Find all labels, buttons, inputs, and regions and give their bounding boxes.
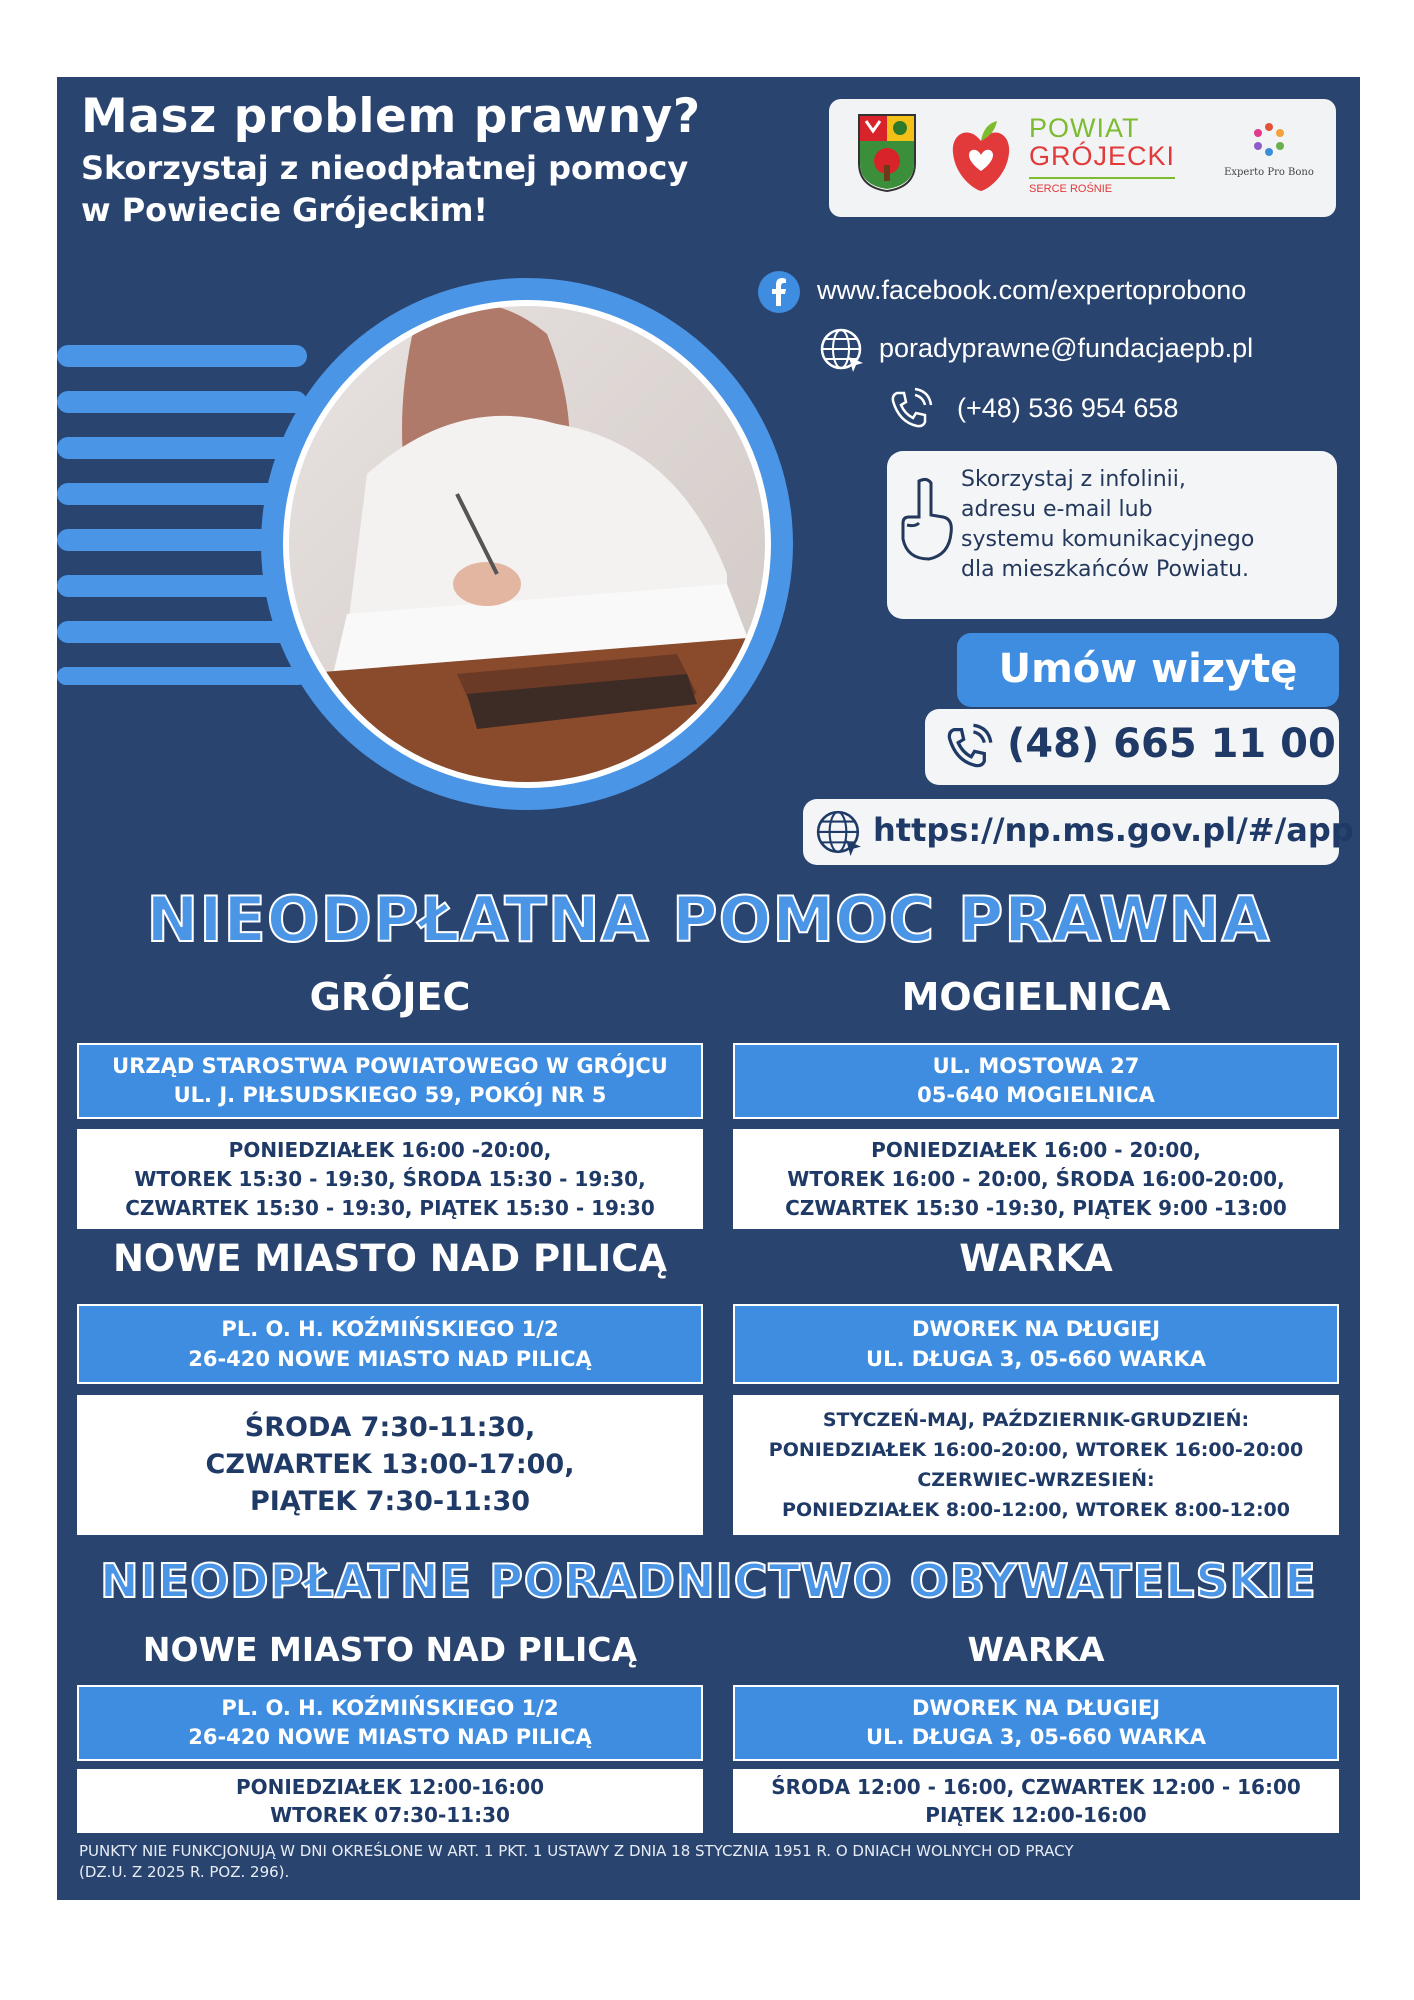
grojec-address-line-2: UL. J. PIŁSUDSKIEGO 59, POKÓJ NR 5 <box>173 1083 607 1107</box>
civic-nowe-miasto-hours <box>77 1769 703 1833</box>
civic-title: NIEODPŁATNE PORADNICTWO OBYWATELSKIE <box>100 1554 1317 1608</box>
warka-heading: WARKA <box>959 1237 1113 1280</box>
headline-subtitle-2: w Powiecie Grójeckim! <box>81 191 489 229</box>
footer-line-2: (DZ.U. Z 2025 R. POZ. 296). <box>79 1863 290 1881</box>
powiat-logo-text <box>1029 115 1175 197</box>
nowe-miasto-hours-line-1: ŚRODA 7:30-11:30, <box>244 1412 536 1443</box>
facebook-link[interactable]: www.facebook.com/expertoprobono <box>817 275 1247 305</box>
warka-hours <box>733 1395 1339 1535</box>
logos-panel <box>829 99 1336 217</box>
civic-warka-address-line-1: DWOREK NA DŁUGIEJ <box>911 1696 1161 1720</box>
apple-heart-icon <box>949 117 1013 193</box>
nowe-miasto-address-line-2: 26-420 NOWE MIASTO NAD PILICĄ <box>188 1347 592 1371</box>
warka-address-line-1: DWOREK NA DŁUGIEJ <box>911 1317 1161 1341</box>
civic-nowe-miasto-address-line-2: 26-420 NOWE MIASTO NAD PILICĄ <box>188 1725 592 1749</box>
phone-number[interactable]: (+48) 536 954 658 <box>957 393 1179 423</box>
civic-nowe-miasto-address-line-1: PL. O. H. KOŹMIŃSKIEGO 1/2 <box>221 1696 559 1720</box>
grojec-address <box>77 1043 703 1119</box>
infoline-line-4: dla mieszkańców Powiatu. <box>961 557 1250 582</box>
legal-aid-title: NIEODPŁATNA POMOC PRAWNA <box>146 883 1271 956</box>
mogielnica-address-line-2: 05-640 MOGIELNICA <box>917 1083 1155 1107</box>
infoline-line-2: adresu e-mail lub <box>961 497 1153 522</box>
nowe-miasto-address-line-1: PL. O. H. KOŹMIŃSKIEGO 1/2 <box>221 1317 559 1341</box>
civic-warka-address-line-2: UL. DŁUGA 3, 05-660 WARKA <box>866 1725 1206 1749</box>
phone-icon <box>887 387 933 431</box>
mogielnica-hours <box>733 1129 1339 1229</box>
experto-logo <box>1214 119 1324 178</box>
headline <box>81 87 701 231</box>
appointment-url: https://np.ms.gov.pl/#/app <box>873 811 1354 849</box>
mogielnica-address <box>733 1043 1339 1119</box>
grojec-address-line-1: URZĄD STAROSTWA POWIATOWEGO W GRÓJCU <box>112 1054 668 1078</box>
infoline-text <box>961 465 1254 585</box>
warka-address <box>733 1304 1339 1384</box>
poster <box>57 77 1360 1900</box>
grojec-hours-line-3: CZWARTEK 15:30 - 19:30, PIĄTEK 15:30 - 19:30 <box>125 1196 655 1220</box>
mogielnica-address-line-1: UL. MOSTOWA 27 <box>932 1054 1140 1078</box>
nowe-miasto-hours <box>77 1395 703 1535</box>
county-crest-icon <box>857 113 917 193</box>
nowe-miasto-hours-line-2: CZWARTEK 13:00-17:00, <box>205 1449 575 1480</box>
book-visit-label: Umów wizytę <box>957 633 1339 707</box>
footer-line-1: PUNKTY NIE FUNKCJONUJĄ W DNI OKREŚLONE W ART. 1 PKT. 1 USTAWY Z DNIA 18 STYCZNIA 1951 R. O DNIACH WOLNYCH OD PRACY <box>79 1842 1074 1860</box>
infoline-box <box>887 451 1337 619</box>
warka-hours-line-1: STYCZEŃ-MAJ, PAŹDZIERNIK-GRUDZIEŃ: <box>822 1409 1250 1431</box>
experto-star-icon <box>1249 119 1289 159</box>
powiat-slogan: SERCE ROŚNIE <box>1029 177 1175 197</box>
globe-icon <box>815 809 863 857</box>
grojec-hours-line-2: WTOREK 15:30 - 19:30, ŚRODA 15:30 - 19:30, <box>134 1167 646 1191</box>
mogielnica-hours-line-2: WTOREK 16:00 - 20:00, ŚRODA 16:00-20:00, <box>787 1167 1285 1191</box>
hand-pointing-icon <box>897 475 957 565</box>
civic-warka-hours-line-2: PIĄTEK 12:00-16:00 <box>925 1803 1147 1827</box>
headline-title: Masz problem prawny? <box>81 89 701 144</box>
civic-nowe-miasto-heading: NOWE MIASTO NAD PILICĄ <box>142 1630 638 1669</box>
experto-name: Experto Pro Bono <box>1224 167 1314 178</box>
nowe-miasto-hours-line-3: PIĄTEK 7:30-11:30 <box>249 1486 531 1517</box>
civic-warka-hours-line-1: ŚRODA 12:00 - 16:00, CZWARTEK 12:00 - 16:00 <box>771 1775 1301 1799</box>
warka-hours-line-3: CZERWIEC-WRZESIEŃ: <box>917 1469 1155 1491</box>
civic-warka-address <box>733 1685 1339 1761</box>
civic-nowe-miasto-address <box>77 1685 703 1761</box>
civic-nowe-miasto-hours-line-2: WTOREK 07:30-11:30 <box>270 1803 510 1827</box>
email-link[interactable]: poradyprawne@fundacjaepb.pl <box>879 333 1254 363</box>
appointment-url-box[interactable] <box>803 799 1354 865</box>
civic-nowe-miasto-hours-line-1: PONIEDZIAŁEK 12:00-16:00 <box>235 1775 545 1799</box>
grojec-heading: GRÓJEC <box>309 975 471 1019</box>
mogielnica-hours-line-3: CZWARTEK 15:30 -19:30, PIĄTEK 9:00 -13:00 <box>785 1196 1287 1220</box>
infoline-line-3: systemu komunikacyjnego <box>961 527 1255 552</box>
footer-note <box>79 1841 1074 1883</box>
powiat-top: POWIAT <box>1029 113 1140 143</box>
appointment-phone-box[interactable] <box>925 709 1339 785</box>
mogielnica-hours-line-1: PONIEDZIAŁEK 16:00 - 20:00, <box>871 1138 1201 1162</box>
globe-icon <box>819 327 865 373</box>
warka-hours-line-2: PONIEDZIAŁEK 16:00-20:00, WTOREK 16:00-20:00 <box>768 1439 1304 1461</box>
grojec-hours <box>77 1129 703 1229</box>
lawyer-photo <box>257 274 797 814</box>
headline-subtitle: Skorzystaj z nieodpłatnej pomocy <box>81 149 689 187</box>
infoline-line-1: Skorzystaj z infolinii, <box>961 467 1186 492</box>
powiat-name: GRÓJECKI <box>1029 141 1176 171</box>
civic-warka-hours <box>733 1769 1339 1833</box>
appointment-phone: (48) 665 11 00 <box>1007 721 1336 767</box>
civic-warka-heading: WARKA <box>967 1630 1105 1669</box>
phone-icon <box>943 723 993 771</box>
warka-hours-line-4: PONIEDZIAŁEK 8:00-12:00, WTOREK 8:00-12:00 <box>782 1499 1290 1521</box>
grojec-hours-line-1: PONIEDZIAŁEK 16:00 -20:00, <box>228 1138 552 1162</box>
warka-address-line-2: UL. DŁUGA 3, 05-660 WARKA <box>866 1347 1206 1371</box>
mogielnica-heading: MOGIELNICA <box>901 975 1171 1019</box>
nowe-miasto-heading: NOWE MIASTO NAD PILICĄ <box>112 1237 668 1280</box>
nowe-miasto-address <box>77 1304 703 1384</box>
